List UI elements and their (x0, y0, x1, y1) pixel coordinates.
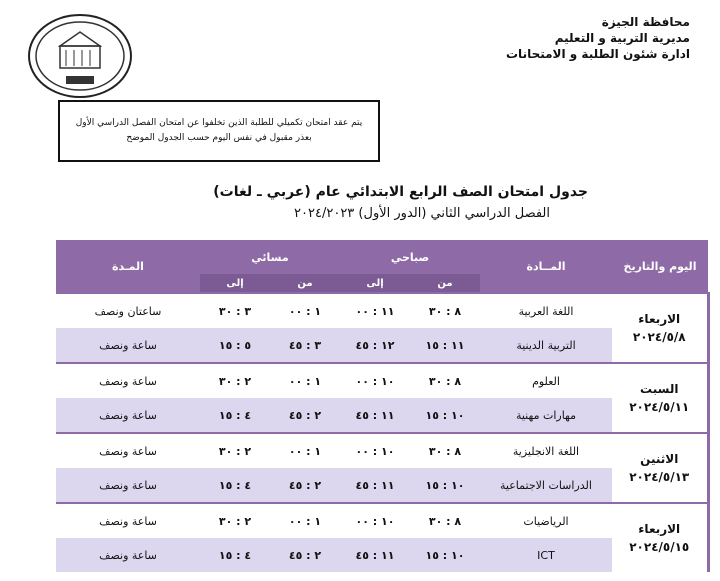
governorate-label: محافظة الجيزة (601, 15, 690, 29)
evening-from-cell: ٢ : ٤٥ (270, 538, 340, 572)
duration-cell: ساعتان ونصف (56, 293, 200, 328)
table-row (56, 293, 708, 328)
table-row (56, 328, 708, 363)
evening-to-cell: ٥ : ١٥ (200, 328, 270, 363)
subject-header: المــادة (480, 240, 612, 293)
subject-cell: الدراسات الاجتماعية (480, 468, 612, 503)
schedule-title: جدول امتحان الصف الرابع الابتدائي عام (عربي ـ لغات) (213, 184, 588, 200)
table-row (56, 398, 708, 433)
subject-cell: ICT (480, 538, 612, 572)
evening-from-cell: ١ : ٠٠ (270, 503, 340, 538)
table-row (56, 503, 708, 538)
evening-header: مسائي (200, 240, 340, 274)
evening-from-cell: ١ : ٠٠ (270, 433, 340, 468)
administration-label: ادارة شئون الطلبة و الامتحانات (506, 47, 690, 61)
evening-to-cell: ٤ : ١٥ (200, 468, 270, 503)
day-cell (612, 433, 708, 503)
duration-header: المـدة (56, 240, 200, 293)
subject-cell: اللغة العربية (480, 293, 612, 328)
duration-cell: ساعة ونصف (56, 328, 200, 363)
schedule-subtitle: الفصل الدراسي الثاني (الدور الأول) ٢٠٢٤/٢٠٢٣ (294, 206, 550, 221)
morning-from-cell: ٨ : ٣٠ (410, 433, 480, 468)
subject-cell: العلوم (480, 363, 612, 398)
duration-cell: ساعة ونصف (56, 538, 200, 572)
morning-to-cell: ١٢ : ٤٥ (340, 328, 410, 363)
evening-from-cell: ١ : ٠٠ (270, 363, 340, 398)
duration-cell: ساعة ونصف (56, 363, 200, 398)
table-row (56, 468, 708, 503)
morning-from-cell: ٨ : ٣٠ (410, 503, 480, 538)
directorate-label: مديرية التربية و التعليم (554, 31, 690, 45)
day-cell (612, 363, 708, 433)
day-date: ٢٠٢٤/٥/١٥ (629, 540, 690, 554)
morning-from-cell: ١٠ : ١٥ (410, 468, 480, 503)
evening-from-cell: ٢ : ٤٥ (270, 398, 340, 433)
table-row (56, 433, 708, 468)
morning-to-cell: ١١ : ٤٥ (340, 538, 410, 572)
day-date-header: اليوم والتاريخ (612, 240, 708, 293)
morning-from-cell: ١٠ : ١٥ (410, 398, 480, 433)
subject-cell: الرياضيات (480, 503, 612, 538)
subject-cell: التربية الدينية (480, 328, 612, 363)
evening-from-cell: ٢ : ٤٥ (270, 468, 340, 503)
morning-to-cell: ١١ : ٠٠ (340, 293, 410, 328)
day-date: ٢٠٢٤/٥/١١ (629, 400, 690, 414)
evening-to-cell: ٤ : ١٥ (200, 398, 270, 433)
duration-cell: ساعة ونصف (56, 398, 200, 433)
evening-from-cell: ٣ : ٤٥ (270, 328, 340, 363)
subject-cell: اللغة الانجليزية (480, 433, 612, 468)
duration-cell: ساعة ونصف (56, 468, 200, 503)
table-row (56, 363, 708, 398)
morning-to-cell: ١٠ : ٠٠ (340, 363, 410, 398)
notice-box (58, 100, 380, 162)
office-header (506, 14, 690, 62)
morning-from-header: من (410, 274, 480, 293)
evening-to-cell: ٤ : ١٥ (200, 538, 270, 572)
day-date: ٢٠٢٤/٥/٨ (632, 330, 686, 344)
evening-to-cell: ٢ : ٣٠ (200, 433, 270, 468)
day-date: ٢٠٢٤/٥/١٣ (629, 470, 690, 484)
morning-to-cell: ١١ : ٤٥ (340, 468, 410, 503)
evening-to-cell: ٢ : ٣٠ (200, 363, 270, 398)
day-name: الاثنين (640, 452, 679, 466)
evening-from-cell: ١ : ٠٠ (270, 293, 340, 328)
subject-cell: مهارات مهنية (480, 398, 612, 433)
evening-to-cell: ٣ : ٣٠ (200, 293, 270, 328)
morning-header: صباحي (340, 240, 480, 274)
morning-to-cell: ١٠ : ٠٠ (340, 433, 410, 468)
duration-cell: ساعة ونصف (56, 433, 200, 468)
evening-to-cell: ٢ : ٣٠ (200, 503, 270, 538)
morning-from-cell: ١٠ : ١٥ (410, 538, 480, 572)
morning-to-cell: ١١ : ٤٥ (340, 398, 410, 433)
morning-from-cell: ١١ : ١٥ (410, 328, 480, 363)
duration-cell: ساعة ونصف (56, 503, 200, 538)
day-cell (612, 503, 708, 572)
evening-from-header: من (270, 274, 340, 293)
morning-to-cell: ١٠ : ٠٠ (340, 503, 410, 538)
day-name: الاربعاء (638, 522, 681, 536)
evening-to-header: إلى (200, 274, 270, 293)
notice-line-1: يتم عقد امتحان تكميلي للطلبة الذين تخلفوا عن امتحان الفصل الدراسي الأول (75, 118, 363, 128)
day-cell (612, 293, 708, 363)
table-row (56, 538, 708, 572)
morning-to-header: إلى (340, 274, 410, 293)
day-name: السبت (640, 382, 679, 396)
morning-from-cell: ٨ : ٣٠ (410, 293, 480, 328)
exam-schedule-table (56, 240, 710, 572)
official-seal-icon (28, 14, 132, 98)
notice-line-2: بعذر مقبول في نفس اليوم حسب الجدول الموضح (126, 133, 312, 143)
day-name: الاربعاء (638, 312, 681, 326)
morning-from-cell: ٨ : ٣٠ (410, 363, 480, 398)
